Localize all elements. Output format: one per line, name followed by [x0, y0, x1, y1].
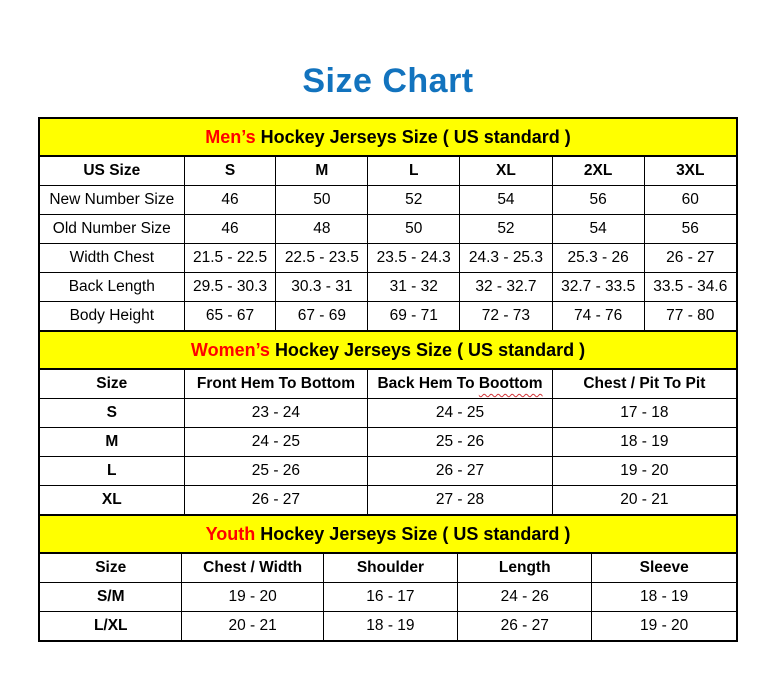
womens-size-value-cell: 18 - 19	[552, 428, 736, 457]
youth-column-header: Length	[458, 554, 592, 583]
mens-row-label: Body Height	[40, 302, 184, 331]
mens-size-value-cell: 67 - 69	[276, 302, 368, 331]
mens-column-header: 3XL	[644, 157, 736, 186]
mens-size-value-cell: 52	[460, 215, 553, 244]
youth-row-label: S/M	[40, 583, 182, 612]
mens-row-label: Back Length	[40, 273, 184, 302]
womens-banner-highlight: Women’s	[190, 340, 270, 360]
mens-column-header: S	[184, 157, 276, 186]
womens-row-label: M	[40, 428, 184, 457]
youth-table-banner	[40, 514, 736, 554]
womens-size-value-cell: 26 - 27	[368, 457, 552, 486]
youth-column-header: Sleeve	[592, 554, 736, 583]
mens-size-value-cell: 52	[368, 186, 460, 215]
mens-size-value-cell: 65 - 67	[184, 302, 276, 331]
mens-size-value-cell: 48	[276, 215, 368, 244]
mens-banner-text: Hockey Jerseys Size ( US standard )	[260, 127, 571, 147]
womens-table-banner	[40, 330, 736, 370]
mens-size-value-cell: 24.3 - 25.3	[460, 244, 553, 273]
youth-column-header: Shoulder	[323, 554, 457, 583]
mens-size-value-cell: 46	[184, 215, 276, 244]
youth-size-value-cell: 18 - 19	[592, 583, 736, 612]
mens-table-row	[40, 244, 736, 273]
womens-row-label: S	[40, 399, 184, 428]
womens-banner-text: Hockey Jerseys Size ( US standard )	[274, 340, 586, 360]
mens-size-value-cell: 25.3 - 26	[552, 244, 644, 273]
womens-size-value-cell: 23 - 24	[184, 399, 368, 428]
womens-size-value-cell: 20 - 21	[552, 486, 736, 515]
youth-size-value-cell: 18 - 19	[323, 612, 457, 641]
mens-table-row	[40, 186, 736, 215]
mens-size-value-cell: 56	[644, 215, 736, 244]
youth-column-header: Chest / Width	[182, 554, 323, 583]
mens-size-value-cell: 31 - 32	[368, 273, 460, 302]
mens-size-value-cell: 69 - 71	[368, 302, 460, 331]
mens-size-value-cell: 32.7 - 33.5	[552, 273, 644, 302]
youth-size-table	[40, 554, 736, 640]
mens-table-banner	[40, 119, 736, 157]
mens-header-row	[40, 157, 736, 186]
mens-column-header: M	[276, 157, 368, 186]
mens-column-header: L	[368, 157, 460, 186]
mens-size-value-cell: 54	[552, 215, 644, 244]
mens-size-value-cell: 72 - 73	[460, 302, 553, 331]
womens-table-row	[40, 428, 736, 457]
womens-size-value-cell: 27 - 28	[368, 486, 552, 515]
youth-header-row	[40, 554, 736, 583]
mens-banner-highlight: Men’s	[205, 127, 256, 147]
mens-size-value-cell: 33.5 - 34.6	[644, 273, 736, 302]
womens-table-row	[40, 457, 736, 486]
womens-header-row	[40, 370, 736, 399]
womens-size-table	[40, 370, 736, 514]
youth-banner-text: Hockey Jerseys Size ( US standard )	[260, 524, 571, 544]
youth-size-value-cell: 19 - 20	[182, 583, 323, 612]
mens-size-value-cell: 30.3 - 31	[276, 273, 368, 302]
mens-size-value-cell: 23.5 - 24.3	[368, 244, 460, 273]
youth-size-value-cell: 24 - 26	[458, 583, 592, 612]
womens-size-value-cell: 17 - 18	[552, 399, 736, 428]
womens-size-value-cell: 25 - 26	[184, 457, 368, 486]
youth-banner-highlight: Youth	[205, 524, 256, 544]
mens-size-value-cell: 50	[276, 186, 368, 215]
mens-column-header: XL	[460, 157, 553, 186]
mens-size-value-cell: 60	[644, 186, 736, 215]
mens-size-section	[40, 119, 736, 330]
womens-size-value-cell: 25 - 26	[368, 428, 552, 457]
mens-size-value-cell: 50	[368, 215, 460, 244]
youth-table-row	[40, 583, 736, 612]
mens-size-value-cell: 22.5 - 23.5	[276, 244, 368, 273]
mens-size-value-cell: 26 - 27	[644, 244, 736, 273]
womens-size-value-cell: 24 - 25	[368, 399, 552, 428]
youth-size-value-cell: 20 - 21	[182, 612, 323, 641]
misspelled-word: Boottom	[478, 375, 543, 392]
mens-size-value-cell: 32 - 32.7	[460, 273, 553, 302]
womens-size-value-cell: 19 - 20	[552, 457, 736, 486]
womens-size-value-cell: 26 - 27	[184, 486, 368, 515]
mens-size-value-cell: 46	[184, 186, 276, 215]
womens-column-header: Back Hem To Boottom	[368, 370, 552, 399]
youth-size-value-cell: 19 - 20	[592, 612, 736, 641]
mens-size-value-cell: 21.5 - 22.5	[184, 244, 276, 273]
mens-corner-header: US Size	[40, 157, 184, 186]
womens-table-row	[40, 399, 736, 428]
mens-row-label: Width Chest	[40, 244, 184, 273]
youth-size-section	[40, 514, 736, 640]
mens-size-value-cell: 56	[552, 186, 644, 215]
mens-row-label: Old Number Size	[40, 215, 184, 244]
mens-size-value-cell: 77 - 80	[644, 302, 736, 331]
mens-table-row	[40, 215, 736, 244]
womens-corner-header: Size	[40, 370, 184, 399]
womens-row-label: XL	[40, 486, 184, 515]
womens-size-section	[40, 330, 736, 514]
womens-table-row	[40, 486, 736, 515]
mens-row-label: New Number Size	[40, 186, 184, 215]
mens-size-value-cell: 29.5 - 30.3	[184, 273, 276, 302]
womens-column-header: Chest / Pit To Pit	[552, 370, 736, 399]
youth-size-value-cell: 26 - 27	[458, 612, 592, 641]
mens-size-value-cell: 54	[460, 186, 553, 215]
youth-row-label: L/XL	[40, 612, 182, 641]
womens-size-value-cell: 24 - 25	[184, 428, 368, 457]
mens-table-row	[40, 273, 736, 302]
mens-table-row	[40, 302, 736, 331]
mens-size-table	[40, 157, 736, 330]
womens-row-label: L	[40, 457, 184, 486]
womens-column-header: Front Hem To Bottom	[184, 370, 368, 399]
page-title: Size Chart	[302, 62, 474, 100]
mens-column-header: 2XL	[552, 157, 644, 186]
youth-size-value-cell: 16 - 17	[323, 583, 457, 612]
size-chart-tables	[38, 117, 738, 642]
mens-size-value-cell: 74 - 76	[552, 302, 644, 331]
youth-corner-header: Size	[40, 554, 182, 583]
youth-table-row	[40, 612, 736, 641]
